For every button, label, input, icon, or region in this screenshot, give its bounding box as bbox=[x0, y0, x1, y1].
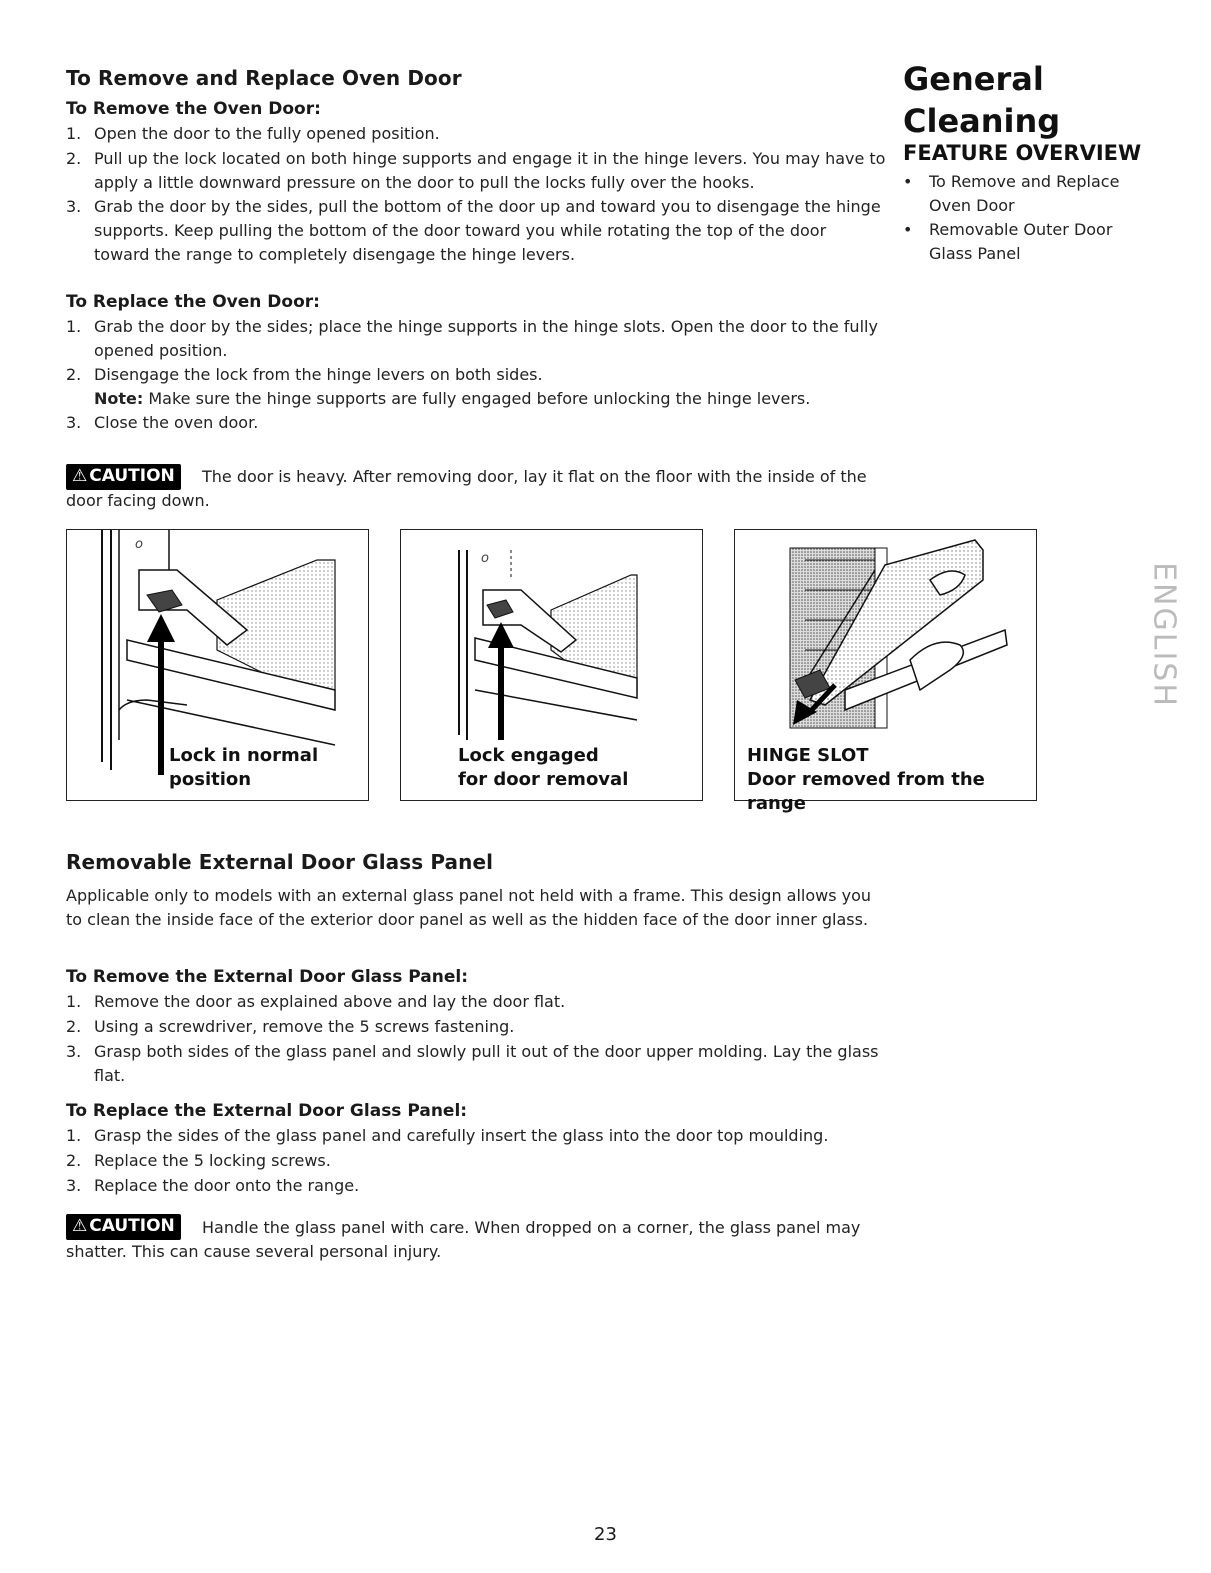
remove-step-2 bbox=[66, 147, 886, 195]
caption-line-2: Door removed from the range bbox=[747, 769, 985, 814]
remove-glass-heading: To Remove the External Door Glass Panel: bbox=[66, 967, 469, 987]
bullet-icon: • bbox=[903, 172, 913, 191]
caution-label: CAUTION bbox=[89, 1216, 175, 1236]
remove-glass-step-1 bbox=[66, 990, 886, 1014]
feature-overview-heading: FEATURE OVERVIEW bbox=[903, 141, 1142, 165]
section-title-remove-replace-door: To Remove and Replace Oven Door bbox=[66, 66, 462, 90]
replace-door-heading: To Replace the Oven Door: bbox=[66, 292, 320, 312]
replace-step-3 bbox=[66, 411, 886, 435]
section-title-glass-panel: Removable External Door Glass Panel bbox=[66, 850, 494, 874]
step-text: Pull up the lock located on both hinge supports and engage it in the hinge levers. You may have to apply a little downward pressure on the door to pull the locks fully over the hooks. bbox=[94, 149, 886, 192]
step-number: 3. bbox=[66, 197, 82, 216]
overview-item-label: Removable Outer Door Glass Panel bbox=[929, 220, 1113, 263]
sidebar-title bbox=[903, 58, 1060, 142]
note-text: Make sure the hinge supports are fully engaged before unlocking the hinge levers. bbox=[143, 389, 811, 408]
step-text: Close the oven door. bbox=[94, 413, 259, 432]
step-number: 2. bbox=[66, 1151, 82, 1170]
step-number: 1. bbox=[66, 992, 82, 1011]
step-number: 2. bbox=[66, 149, 82, 168]
warning-triangle-icon: ⚠ bbox=[72, 1216, 88, 1236]
caption-line-1: Lock in normal bbox=[169, 745, 319, 766]
replace-glass-step-2 bbox=[66, 1149, 886, 1173]
caution2-text: Handle the glass panel with care. When dropped on a corner, the glass panel may shatter. This can cause several personal injury. bbox=[66, 1218, 861, 1261]
step-number: 1. bbox=[66, 317, 82, 336]
caption-line-2: for door removal bbox=[458, 769, 629, 790]
replace-note bbox=[66, 387, 886, 411]
warning-triangle-icon: ⚠ bbox=[72, 466, 88, 486]
overview-item bbox=[903, 170, 1143, 218]
step-text: Grasp both sides of the glass panel and slowly pull it out of the door upper molding. Lay the glass flat. bbox=[94, 1042, 879, 1085]
replace-glass-step-1 bbox=[66, 1124, 886, 1148]
step-number: 1. bbox=[66, 1126, 82, 1145]
step-text: Open the door to the fully opened position. bbox=[94, 124, 440, 143]
step-text: Grasp the sides of the glass panel and carefully insert the glass into the door top moulding. bbox=[94, 1126, 829, 1145]
svg-text:o: o bbox=[481, 551, 489, 566]
step-text: Grab the door by the sides, pull the bottom of the door up and toward you to disengage the hinge supports. Keep pulling the bottom of the door toward you while rotating the top of the door toward the range to completely disengage the hinge levers. bbox=[94, 197, 881, 264]
replace-step-2 bbox=[66, 363, 886, 387]
step-text: Using a screwdriver, remove the 5 screws fastening. bbox=[94, 1017, 515, 1036]
remove-step-3 bbox=[66, 195, 886, 267]
replace-step-1 bbox=[66, 315, 886, 363]
figure-caption-lock-engaged bbox=[458, 744, 628, 792]
replace-glass-heading: To Replace the External Door Glass Panel: bbox=[66, 1101, 468, 1121]
overview-item bbox=[903, 218, 1143, 266]
caption-line-1: HINGE SLOT bbox=[747, 745, 869, 766]
step-number: 3. bbox=[66, 1176, 82, 1195]
figure-lock-normal bbox=[66, 529, 369, 801]
caution-paragraph-glass bbox=[66, 1216, 886, 1264]
remove-door-heading: To Remove the Oven Door: bbox=[66, 99, 321, 119]
remove-step-1 bbox=[66, 122, 886, 146]
vertical-language-label bbox=[1134, 560, 1194, 710]
figure-caption-hinge-slot bbox=[747, 744, 1036, 816]
caution-badge bbox=[66, 464, 181, 490]
replace-glass-step-3 bbox=[66, 1174, 886, 1198]
section2-intro: Applicable only to models with an external glass panel not held with a frame. This design allows you to clean the inside face of the exterior door panel as well as the hidden face of the door inner glass. bbox=[66, 886, 872, 929]
bullet-icon: • bbox=[903, 220, 913, 239]
page-number: 23 bbox=[594, 1524, 617, 1545]
step-text: Replace the door onto the range. bbox=[94, 1176, 360, 1195]
caption-line-1: Lock engaged bbox=[458, 745, 599, 766]
caution1-text: The door is heavy. After removing door, lay it flat on the floor with the inside of the door facing down. bbox=[66, 467, 867, 510]
step-text: Replace the 5 locking screws. bbox=[94, 1151, 331, 1170]
remove-glass-step-2 bbox=[66, 1015, 886, 1039]
figure-lock-engaged bbox=[400, 529, 703, 801]
sidebar-title-line-1: General bbox=[903, 60, 1044, 98]
step-number: 2. bbox=[66, 365, 82, 384]
caution-label: CAUTION bbox=[89, 466, 175, 486]
overview-item-label: To Remove and Replace Oven Door bbox=[929, 172, 1120, 215]
note-label: Note: bbox=[94, 389, 144, 408]
step-text: Remove the door as explained above and lay the door flat. bbox=[94, 992, 566, 1011]
caution-badge bbox=[66, 1214, 181, 1240]
figure-caption-lock-normal bbox=[169, 744, 318, 792]
step-number: 3. bbox=[66, 1042, 82, 1061]
step-text: Grab the door by the sides; place the hinge supports in the hinge slots. Open the door to the fully opened position. bbox=[94, 317, 878, 360]
sidebar-title-line-2: Cleaning bbox=[903, 102, 1061, 140]
remove-glass-step-3 bbox=[66, 1040, 886, 1088]
svg-text:o: o bbox=[135, 537, 143, 552]
language-label: ENGLISH bbox=[1146, 562, 1182, 708]
step-number: 2. bbox=[66, 1017, 82, 1036]
step-text: Disengage the lock from the hinge levers on both sides. bbox=[94, 365, 543, 384]
step-number: 1. bbox=[66, 124, 82, 143]
step-number: 3. bbox=[66, 413, 82, 432]
caution-paragraph-door bbox=[66, 465, 886, 513]
caption-line-2: position bbox=[169, 769, 252, 790]
figure-hinge-slot bbox=[734, 529, 1037, 814]
